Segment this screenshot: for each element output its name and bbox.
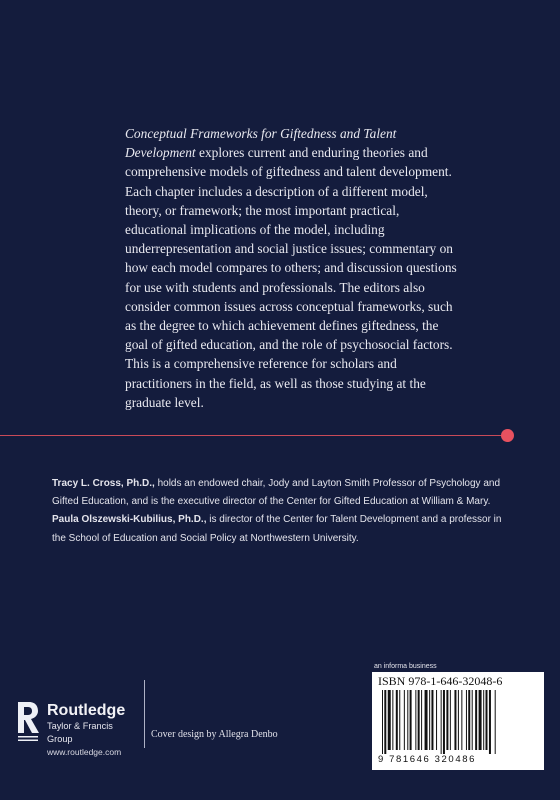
editor-name-2: Paula Olszewski-Kubilius, Ph.D., [52, 514, 207, 526]
cover-credit: Cover design by Allegra Denbo [151, 729, 278, 740]
isbn-barcode [372, 672, 544, 770]
isbn-label: ISBN 978-1-646-32048-6 [378, 674, 503, 688]
book-title: Conceptual Frameworks for Giftedness and Talent Development [125, 126, 397, 161]
editor-bios [52, 475, 512, 548]
routledge-logo-icon [15, 699, 41, 745]
barcode-digits: 9 781646 320486 [378, 754, 476, 765]
publisher-logo [15, 697, 135, 757]
divider-line [0, 435, 505, 436]
vertical-divider [144, 680, 145, 748]
barcode-icon [380, 690, 536, 754]
back-cover-blurb [125, 124, 457, 412]
publisher-url: www.routledge.com [47, 747, 122, 757]
blurb-body: explores current and enduring theories and comprehensive models of giftedness and talent development. Each chapter includes a description of a different model, theory, or framework; the most important practical, educational implications of the model, including underrepresentation and social justice issues; commentary on how each model compares to others; and discussion questions for use with students and professionals. The editors also consider common issues across conceptual frameworks, such as the degree to which achievement defines giftedness, the goal of gifted education, and the role of psychosocial factors. This is a comprehensive reference for scholars and practitioners in the field, as well as those studying at the graduate level. [125, 145, 457, 410]
informa-tagline: an informa business [374, 663, 437, 670]
publisher-name: Routledge [47, 702, 126, 719]
publisher-group: Taylor & Francis Group [47, 721, 113, 744]
editor-bio-2: is director of the Center for Talent Development and a professor in the School of Education and Social Policy at Northwestern University. [52, 514, 502, 544]
editor-bio-1: holds an endowed chair, Jody and Layton Smith Professor of Psychology and Gifted Education, and is the executive director of the Center for Gifted Education at William & Mary. [52, 478, 501, 508]
editor-name-1: Tracy L. Cross, Ph.D., [52, 478, 155, 489]
divider-dot [501, 429, 514, 442]
